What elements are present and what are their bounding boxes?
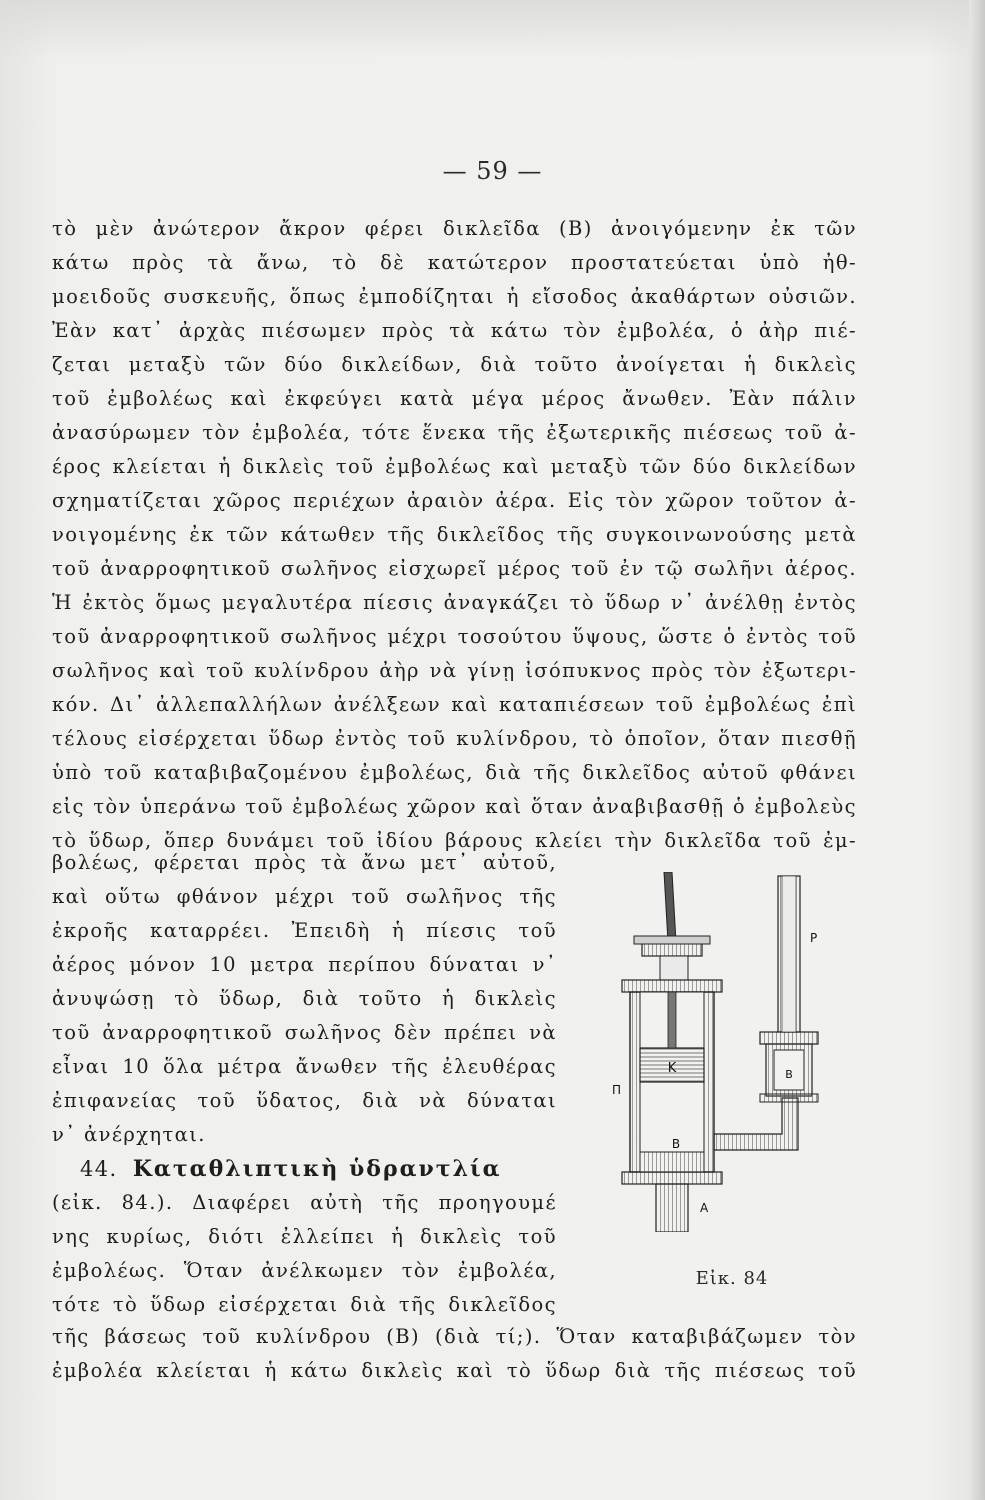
figure-caption: Εἰκ. 84 bbox=[695, 1268, 769, 1289]
text-line: τοῦ ἀναρροφητικοῦ σωλῆνος μέχρι τοσούτου ὕψους, ὥστε ὁ ἐντὸς τοῦ bbox=[52, 625, 857, 648]
page-edge-shadow bbox=[969, 0, 985, 1500]
text-line: εἶναι 10 ὅλα μέτρα ἄνωθεν τῆς ἐλευθέρας bbox=[52, 1055, 557, 1078]
section-number: 44. bbox=[80, 1157, 118, 1181]
text-line: κάτω πρὸς τὰ ἄνω, τὸ δὲ κατώτερον προστατεύεται ὑπὸ ἠθ- bbox=[52, 251, 857, 274]
text-line: εἰς τὸν ὑπεράνω τοῦ ἐμβολέως χῶρον καὶ ὅταν ἀναβιβασθῇ ὁ ἐμβολεὺς bbox=[52, 795, 857, 818]
label-k: Κ bbox=[667, 1061, 677, 1076]
text-line: τοῦ ἀναρροφητικοῦ σωλῆνος εἰσχωρεῖ μέρος τοῦ ἐν τῷ σωλῆνι ἀέρος. bbox=[52, 557, 857, 580]
text-line: ἐμβολέα κλείεται ἡ κάτω δικλεὶς καὶ τὸ ὕδωρ διὰ τῆς πιέσεως τοῦ bbox=[52, 1359, 857, 1382]
text-line: ἀέρος μόνον 10 μετρα περίπου δύναται ν᾽ bbox=[52, 953, 557, 976]
text-line: βολέως, φέρεται πρὸς τὰ ἄνω μετ᾽ αὐτοῦ, bbox=[52, 851, 557, 874]
text-line: (εἰκ. 84.). Διαφέρει αὐτὴ τῆς προηγουμέ bbox=[52, 1191, 557, 1214]
text-line: νοιγομένης ἐκ τῶν κάτωθεν τῆς δικλεῖδος τῆς συγκοινωνούσης μετὰ bbox=[52, 523, 857, 546]
text-line: ὑπὸ τοῦ καταβιβαζομένου ἐμβολέως, διὰ τῆς δικλεῖδος αὐτοῦ φθάνει bbox=[52, 761, 857, 784]
text-line: τὸ ὕδωρ, ὅπερ δυνάμει τοῦ ἰδίου βάρους κλείει τὴν δικλεῖδα τοῦ ἐμ- bbox=[52, 829, 857, 852]
text-line: σχηματίζεται χῶρος περιέχων ἀραιὸν ἀέρα. Εἰς τὸν χῶρον τοῦτον ἀ- bbox=[52, 489, 857, 512]
text-line: ἀνυψώσῃ τὸ ὕδωρ, διὰ τοῦτο ἡ δικλεὶς bbox=[52, 987, 557, 1010]
label-p: Ρ bbox=[810, 931, 818, 945]
text-line: Ἡ ἐκτὸς ὅμως μεγαλυτέρα πίεσις ἀναγκάζει τὸ ὕδωρ ν᾽ ἀνέλθῃ ἐντὸς bbox=[52, 591, 857, 614]
text-line: ἐμβολέως. Ὅταν ἀνέλκωμεν τὸν ἐμβολέα, bbox=[52, 1259, 557, 1282]
force-pump-figure bbox=[612, 872, 852, 1232]
text-line: σωλῆνος καὶ τοῦ κυλίνδρου ἀὴρ νὰ γίνῃ ἰσόπυκνος πρὸς τὸν ἐξωτερι- bbox=[52, 659, 857, 682]
page-number: — 59 — bbox=[442, 157, 543, 185]
text-line: τέλους εἰσέρχεται ὕδωρ ἐντὸς τοῦ κυλίνδρου, τὸ ὁποῖον, ὅταν πιεσθῇ bbox=[52, 727, 857, 750]
text-line: τὸ μὲν ἀνώτερον ἄκρον φέρει δικλεῖδα (Β) ἀνοιγόμενην ἐκ τῶν bbox=[52, 217, 857, 240]
label-a: Α bbox=[700, 1201, 709, 1215]
label-b-lower: Β bbox=[671, 1137, 681, 1151]
text-line: τοῦ ἐμβολέως καὶ ἐκφεύγει κατὰ μέγα μέρος ἄνωθεν. Ἐὰν πάλιν bbox=[52, 387, 857, 410]
text-line: Ἐὰν κατ᾽ ἀρχὰς πιέσωμεν πρὸς τὰ κάτω τὸν ἐμβολέα, ὁ ἀὴρ πιέ- bbox=[52, 319, 857, 342]
text-line: ζεται μεταξὺ τῶν δύο δικλείδων, διὰ τοῦτο ἀνοίγεται ἡ δικλεὶς bbox=[52, 353, 857, 376]
text-line: έρος κλείεται ἡ δικλεὶς τοῦ ἐμβολέως καὶ μεταξὺ τῶν δύο δικλείδων bbox=[52, 455, 857, 478]
label-pi: Π bbox=[612, 1083, 622, 1097]
section-title: Καταθλιπτικὴ ὑδραντλία bbox=[132, 1156, 502, 1182]
page-top-shadow bbox=[0, 0, 985, 60]
section-heading bbox=[52, 1152, 557, 1186]
text-line: ἀνασύρωμεν τὸν ἐμβολέα, τότε ἕνεκα τῆς ἐξωτερικῆς πιέσεως τοῦ ἀ- bbox=[52, 421, 857, 444]
text-line: τότε τὸ ὕδωρ εἰσέρχεται διὰ τῆς δικλεῖδος bbox=[52, 1293, 557, 1316]
text-line: ν᾽ ἀνέρχηται. bbox=[52, 1123, 206, 1146]
text-line: καὶ οὕτω φθάνον μέχρι τοῦ σωλῆνος τῆς bbox=[52, 885, 557, 908]
text-line: νης κυρίως, διότι ἐλλείπει ἡ δικλεὶς τοῦ bbox=[52, 1225, 557, 1248]
text-line: ἐκροῆς καταρρέει. Ἐπειδὴ ἡ πίεσις τοῦ bbox=[52, 919, 557, 942]
text-line: τοῦ ἀναρροφητικοῦ σωλῆνος δὲν πρέπει νὰ bbox=[52, 1021, 557, 1044]
label-b-upper: Β bbox=[785, 1068, 793, 1081]
text-line: μοειδοῦς συσκευῆς, ὅπως ἐμποδίζηται ἡ εἴσοδος ἀκαθάρτων οὐσιῶν. bbox=[52, 285, 857, 308]
text-line: ἐπιφανείας τοῦ ὕδατος, διὰ νὰ δύναται bbox=[52, 1089, 557, 1112]
text-line: τῆς βάσεως τοῦ κυλίνδρου (Β) (διὰ τί;). Ὅταν καταβιβάζωμεν τὸν bbox=[52, 1325, 857, 1348]
text-line: κόν. Δι᾽ ἀλλεπαλλήλων ἀνέλξεων καὶ καταπιέσεων τοῦ ἐμβολέως ἐπὶ bbox=[52, 693, 857, 716]
